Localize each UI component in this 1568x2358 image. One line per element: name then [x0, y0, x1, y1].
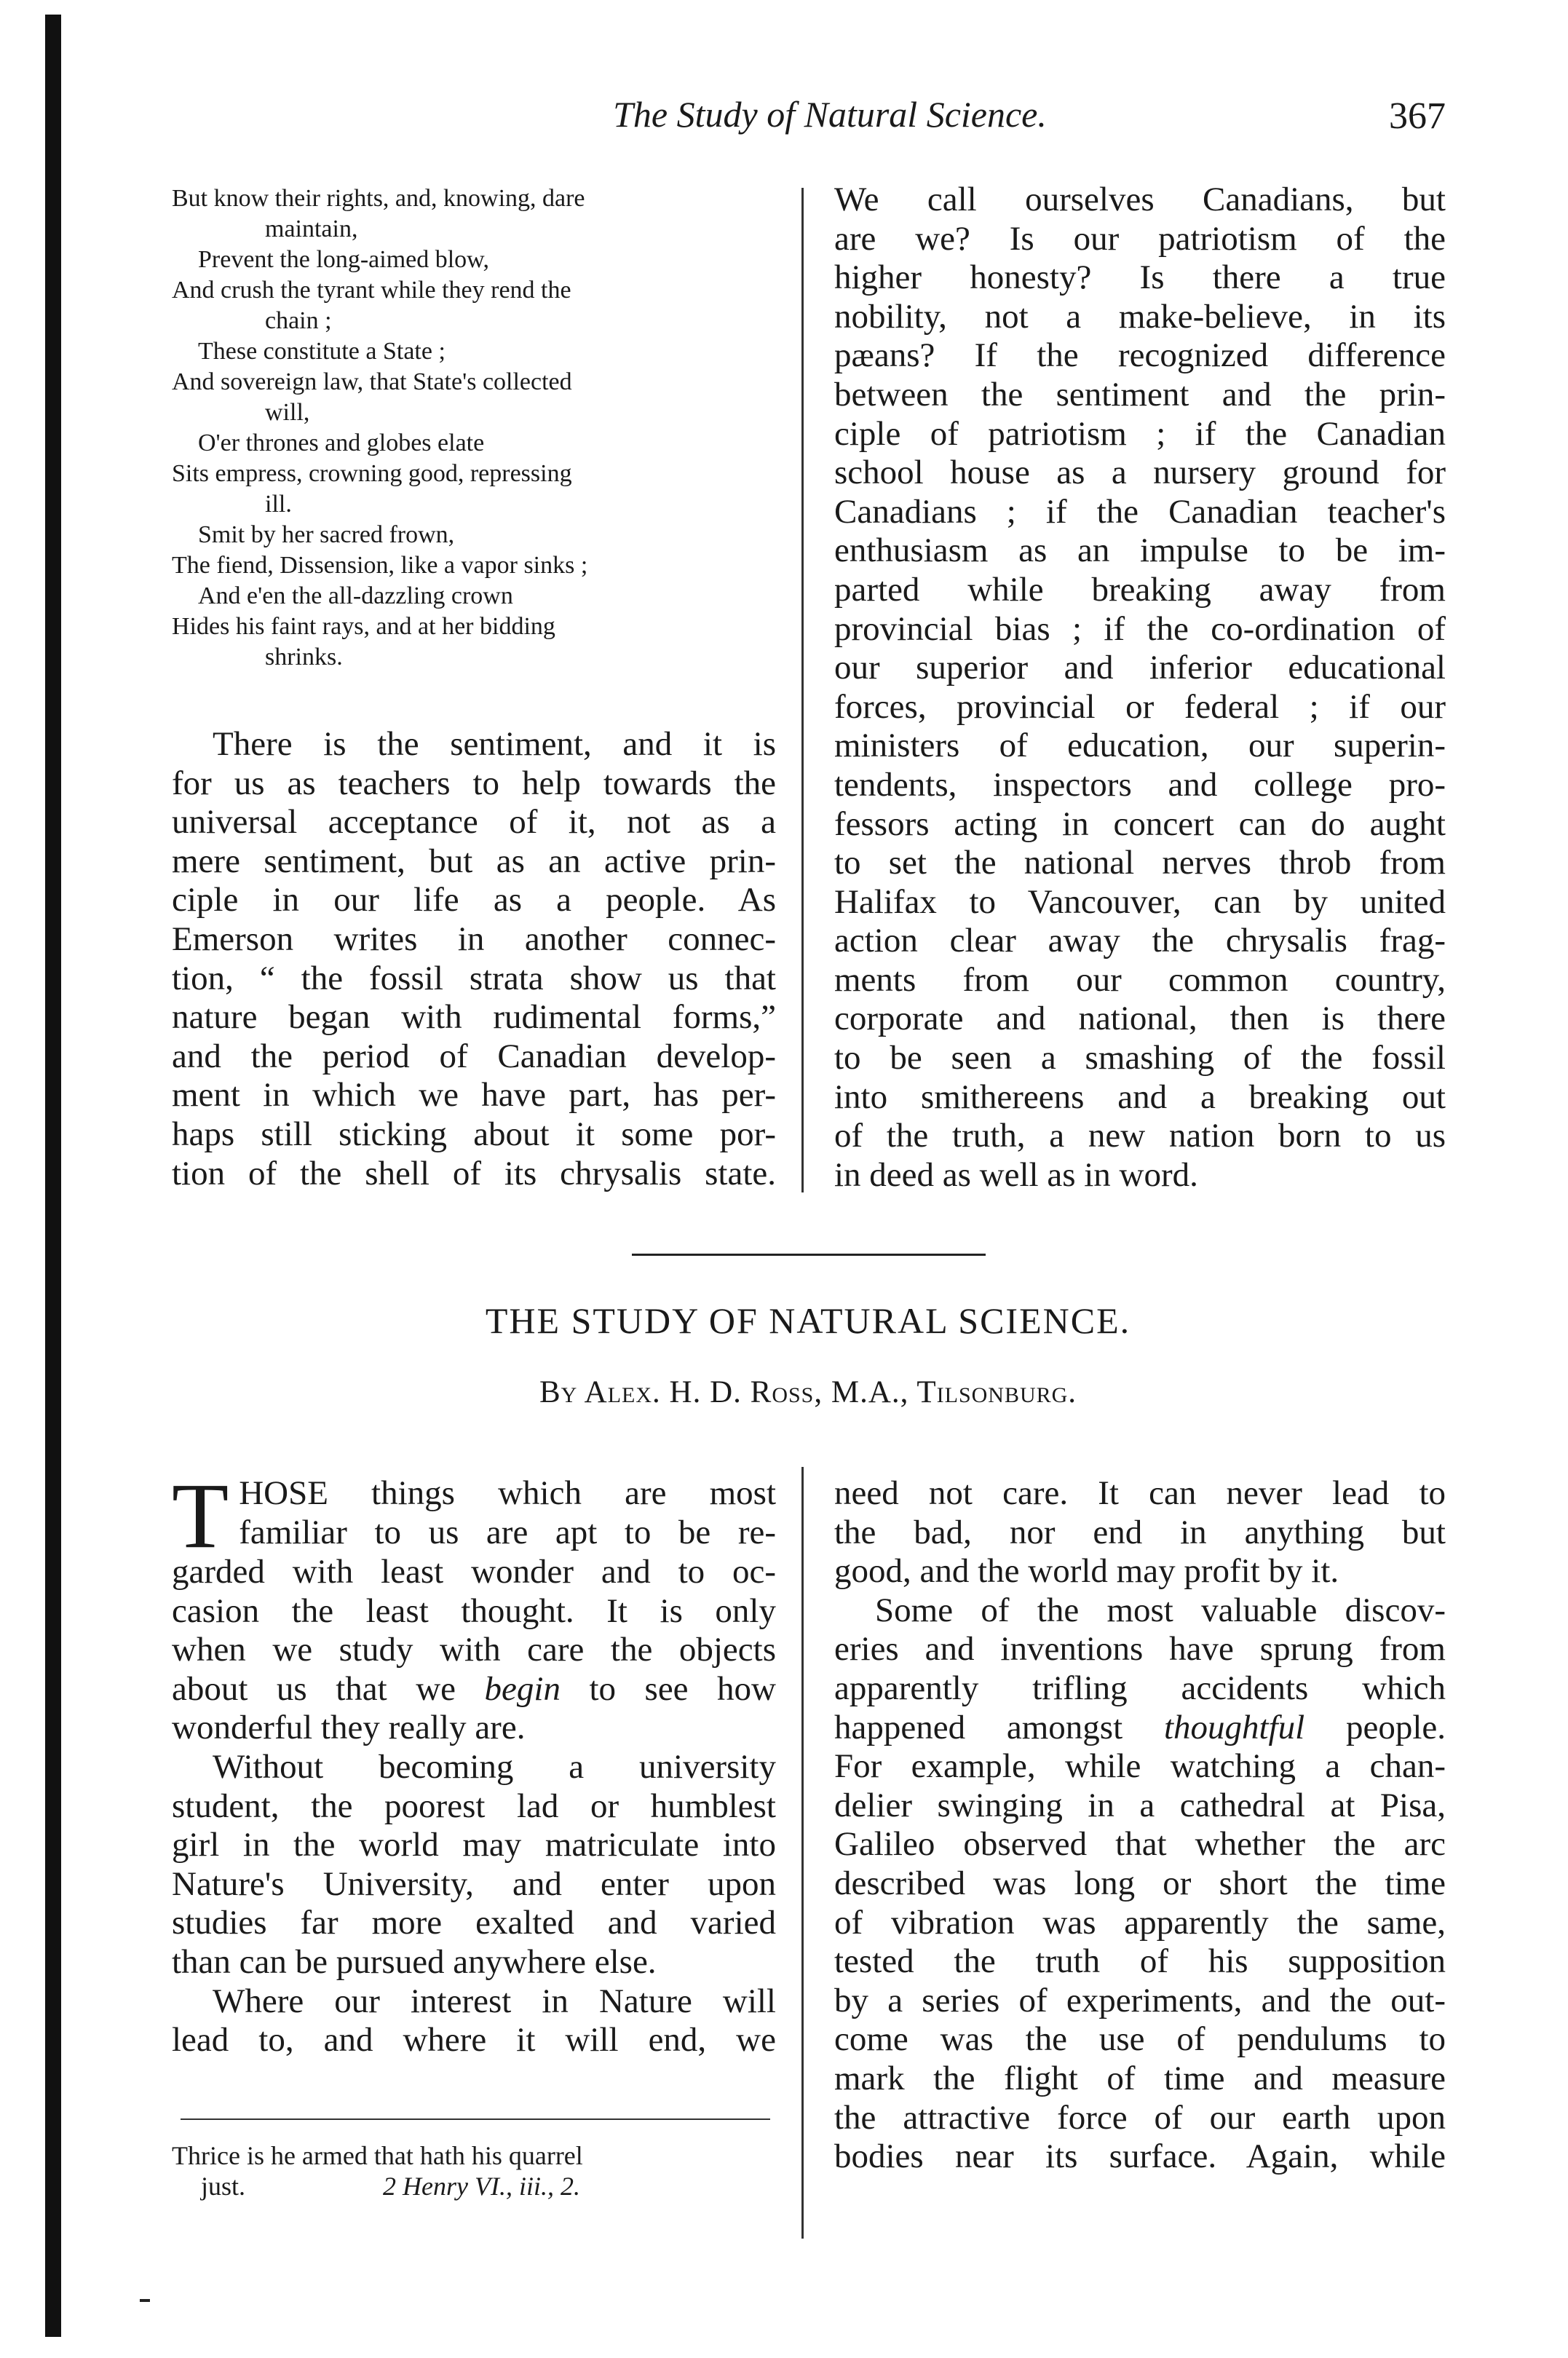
text-line: when we study with care the objects [172, 1631, 776, 1669]
text-line: for us as teachers to help towards the [172, 764, 776, 802]
text-line: forces, provincial or federal ; if our [834, 687, 1446, 726]
text-line: ments from our common country, [834, 960, 1446, 999]
text-line: tion of the shell of its chrysalis state. [172, 1154, 776, 1192]
footnote-quote-tail: just. [201, 2172, 246, 2201]
text-line: familiar to us are apt to be re- [239, 1513, 776, 1551]
text-line: student, the poorest lad or humblest [172, 1787, 776, 1825]
byline-text: By Alex. H. D. Ross, M.A., Tilsonburg. [539, 1375, 1077, 1409]
poem-line: maintain, [265, 215, 358, 242]
text-line: to set the national nerves throb from [834, 844, 1446, 882]
text-fragment: to see how [560, 1669, 776, 1708]
page-mark [140, 2299, 150, 2302]
text-line: Without becoming a university [213, 1747, 776, 1786]
article-byline [306, 1374, 1310, 1410]
text-line: HOSE things which are most [239, 1474, 776, 1512]
text-line: There is the sentiment, and it is [213, 725, 776, 763]
text-line: girl in the world may matriculate into [172, 1826, 776, 1864]
text-line: nature began with rudimental forms,” [172, 998, 776, 1037]
text-line: in deed as well as in word. [834, 1155, 1198, 1194]
text-line: are we? Is our patriotism of the [834, 219, 1446, 258]
text-line: nobility, not a make-believe, in its [834, 297, 1446, 336]
text-line: fessors acting in concert can do aught [834, 804, 1446, 843]
text-line: wonderful they really are. [172, 1709, 526, 1747]
text-fragment: people. [1304, 1708, 1446, 1746]
text-line: of vibration was apparently the same, [834, 1903, 1446, 1942]
poem-line: But know their rights, and, knowing, dare [172, 185, 585, 212]
text-line: by a series of experiments, and the out- [834, 1981, 1446, 2019]
text-line: provincial bias ; if the co-ordination of [834, 609, 1446, 648]
text-line: delier swinging in a cathedral at Pisa, [834, 1786, 1446, 1824]
text-line: come was the use of pendulums to [834, 2020, 1446, 2059]
footnote [172, 2140, 783, 2201]
poem-line: will, [265, 399, 310, 426]
text-line: our superior and inferior educational [834, 649, 1446, 687]
text-line: between the sentiment and the prin- [834, 375, 1446, 414]
text-line: universal acceptance of it, not as a [172, 803, 776, 842]
text-line: and the period of Canadian develop- [172, 1037, 776, 1075]
text-line: Canadians ; if the Canadian teacher's [834, 492, 1446, 531]
page-binding-edge [45, 15, 61, 2337]
emphasis-begin: begin [484, 1669, 561, 1708]
text-line: corporate and national, then is there [834, 1000, 1446, 1038]
text-fragment: about us that we [172, 1669, 485, 1708]
text-line: Galileo observed that whether the arc [834, 1825, 1446, 1864]
text-line: We call ourselves Canadians, but [834, 181, 1446, 218]
patriotism-paragraph [834, 181, 1446, 1195]
text-line [172, 1670, 776, 1709]
text-line: Emerson writes in another connec- [172, 919, 776, 958]
article-left-column [172, 1464, 776, 2060]
poem-line: Hides his faint rays, and at her bidding [172, 613, 555, 640]
text-line: tested the truth of his supposition [834, 1942, 1446, 1981]
text-line: mark the flight of time and measure [834, 2059, 1446, 2097]
poem-line: chain ; [265, 307, 332, 334]
text-line: ciple in our life as a people. As [172, 881, 776, 919]
poem-block [172, 183, 783, 673]
column-divider [801, 1467, 804, 2239]
text-line: into smithereens and a breaking out [834, 1077, 1446, 1116]
text-line: bodies near its surface. Again, while [834, 2137, 1446, 2176]
text-line: parted while breaking away from [834, 570, 1446, 609]
running-title: The Study of Natural Science. [613, 94, 1047, 135]
text-fragment: happened amongst [834, 1708, 1164, 1746]
text-line: Nature's University, and enter upon [172, 1864, 776, 1903]
poem-line: These constitute a State ; [198, 338, 446, 365]
text-line: action clear away the chrysalis frag- [834, 922, 1446, 960]
poem-line: The fiend, Dissension, like a vapor sinks ; [172, 552, 588, 579]
drop-cap: T [172, 1464, 229, 1567]
text-line: higher honesty? Is there a true [834, 258, 1446, 297]
text-line: Halifax to Vancouver, can by united [834, 882, 1446, 921]
text-line: lead to, and where it will end, we [172, 2021, 776, 2060]
footnote-rule [181, 2118, 770, 2120]
text-line: to be seen a smashing of the fossil [834, 1039, 1446, 1077]
page-number: 367 [1389, 95, 1446, 137]
poem-line: And crush the tyrant while they rend the [172, 277, 571, 304]
text-line: than can be pursued anywhere else. [172, 1942, 657, 1981]
text-line: mere sentiment, but as an active prin- [172, 842, 776, 880]
footnote-source: 2 Henry VI., iii., 2. [383, 2172, 580, 2201]
text-line: ministers of education, our superin- [834, 727, 1446, 765]
text-line: enthusiasm as an impulse to be im- [834, 531, 1446, 570]
text-line: Some of the most valuable discov- [875, 1591, 1446, 1629]
text-line: pæans? If the recognized difference [834, 336, 1446, 375]
text-line: described was long or short the time [834, 1864, 1446, 1902]
poem-line: Sits empress, crowning good, repressing [172, 460, 572, 487]
text-line: ciple of patriotism ; if the Canadian [834, 414, 1446, 453]
poem-line: shrinks. [265, 644, 343, 670]
text-line: tion, “ the fossil strata show us that [172, 959, 776, 997]
text-line: For example, while watching a chan- [834, 1747, 1446, 1786]
left-top-column [172, 183, 783, 673]
text-line: the attractive force of our earth upon [834, 2098, 1446, 2137]
text-line: ment in which we have part, has per- [172, 1076, 776, 1115]
section-divider [632, 1254, 986, 1256]
text-line: eries and inventions have sprung from [834, 1630, 1446, 1669]
poem-line: And sovereign law, that State's collected [172, 368, 572, 395]
text-line: studies far more exalted and varied [172, 1904, 776, 1942]
article-right-column [834, 1474, 1446, 2177]
article-title: THE STUDY OF NATURAL SCIENCE. [485, 1300, 1131, 1341]
sentiment-paragraph [172, 725, 776, 1193]
text-line: good, and the world may profit by it. [834, 1552, 1339, 1591]
text-line: school house as a nursery ground for [834, 454, 1446, 492]
text-line: of the truth, a new nation born to us [834, 1117, 1446, 1155]
text-line: Where our interest in Nature will [213, 1982, 776, 2020]
text-line: tendents, inspectors and college pro- [834, 765, 1446, 804]
footnote-quote: Thrice is he armed that hath his quarrel [172, 2141, 583, 2170]
poem-line: Prevent the long-aimed blow, [198, 246, 490, 273]
text-line: apparently trifling accidents which [834, 1669, 1446, 1707]
column-divider [801, 188, 804, 1192]
text-line: casion the least thought. It is only [172, 1591, 776, 1630]
footnote-quote-end [172, 2171, 783, 2201]
text-line [834, 1709, 1446, 1748]
poem-line: Smit by her sacred frown, [198, 521, 455, 548]
text-line: need not care. It can never lead to [834, 1474, 1446, 1512]
emphasis-thoughtful: thoughtful [1163, 1708, 1305, 1746]
text-line: the bad, nor end in anything but [834, 1513, 1446, 1551]
poem-line: And e'en the all-dazzling crown [198, 582, 513, 609]
poem-line: O'er thrones and globes elate [198, 430, 485, 456]
text-line: haps still sticking about it some por- [172, 1115, 776, 1153]
text-line: garded with least wonder and to oc- [172, 1553, 776, 1591]
poem-line: ill. [265, 491, 292, 518]
